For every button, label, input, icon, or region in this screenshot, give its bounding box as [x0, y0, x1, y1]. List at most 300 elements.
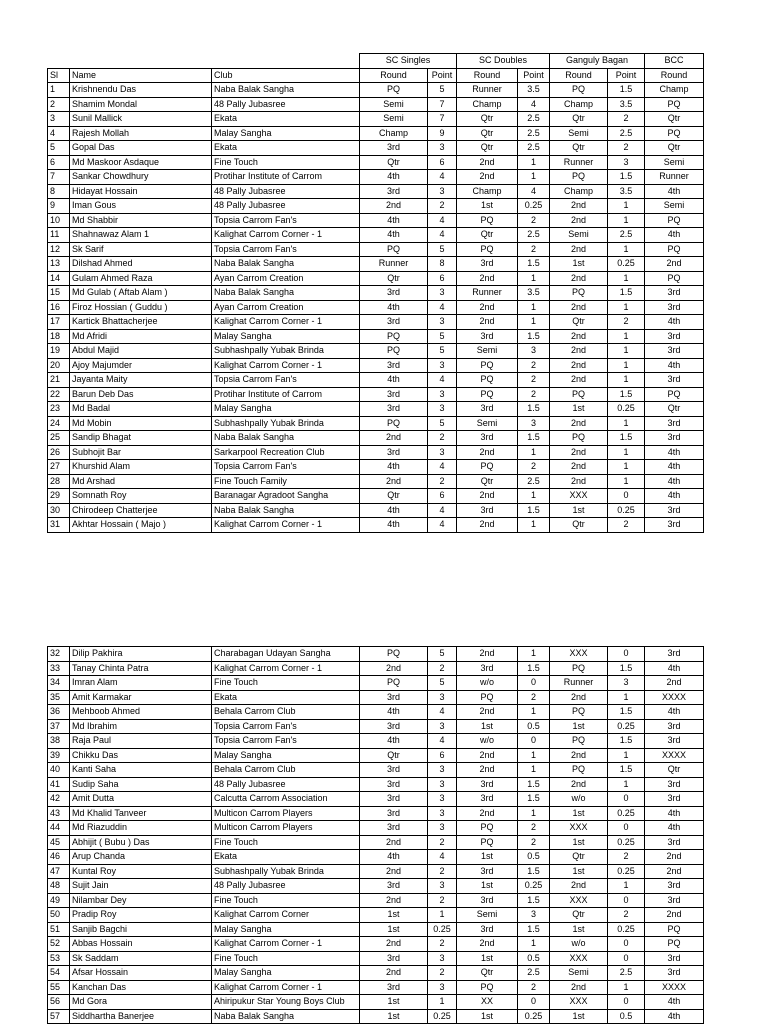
cell-sc-doubles-point: 1 — [518, 271, 550, 286]
cell-ganguly-bagan-point: 1.5 — [608, 705, 645, 720]
group-sc-singles: SC Singles — [360, 54, 457, 69]
cell-club: Ahiripukur Star Young Boys Club — [212, 995, 360, 1010]
cell-sc-singles-round: 4th — [360, 300, 428, 315]
cell-club: Malay Sangha — [212, 329, 360, 344]
cell-bcc-round: Semi — [645, 155, 704, 170]
cell-sl: 52 — [48, 937, 70, 952]
cell-sc-singles-round: 3rd — [360, 286, 428, 301]
cell-name: Sk Sarif — [70, 242, 212, 257]
cell-sc-singles-round: 2nd — [360, 431, 428, 446]
cell-ganguly-bagan-point: 2 — [608, 850, 645, 865]
cell-ganguly-bagan-point: 2.5 — [608, 126, 645, 141]
cell-sc-singles-point: 6 — [428, 155, 457, 170]
cell-bcc-round: 4th — [645, 184, 704, 199]
cell-sc-doubles-round: XX — [457, 995, 518, 1010]
table-row — [48, 170, 704, 185]
cell-club: 48 Pally Jubasree — [212, 184, 360, 199]
cell-sc-singles-point: 4 — [428, 213, 457, 228]
table-row — [48, 228, 704, 243]
cell-sc-doubles-point: 2.5 — [518, 228, 550, 243]
cell-name: Sujit Jain — [70, 879, 212, 894]
cell-sc-singles-round: 3rd — [360, 315, 428, 330]
cell-ganguly-bagan-round: Semi — [550, 126, 608, 141]
cell-ganguly-bagan-point: 2 — [608, 315, 645, 330]
cell-club: Topsia Carrom Fan's — [212, 719, 360, 734]
cell-sc-singles-round: 3rd — [360, 184, 428, 199]
cell-sc-singles-round: 3rd — [360, 879, 428, 894]
cell-bcc-round: 4th — [645, 821, 704, 836]
cell-bcc-round: XXXX — [645, 980, 704, 995]
cell-ganguly-bagan-point: 0.25 — [608, 503, 645, 518]
cell-sc-singles-point: 3 — [428, 286, 457, 301]
cell-bcc-round: 4th — [645, 806, 704, 821]
cell-ganguly-bagan-point: 2.5 — [608, 228, 645, 243]
cell-sl: 25 — [48, 431, 70, 446]
cell-ganguly-bagan-round: Qtr — [550, 850, 608, 865]
cell-name: Abdul Majid — [70, 344, 212, 359]
cell-ganguly-bagan-point: 2.5 — [608, 966, 645, 981]
cell-sl: 9 — [48, 199, 70, 214]
cell-name: Kanti Saha — [70, 763, 212, 778]
cell-sc-singles-point: 3 — [428, 879, 457, 894]
cell-bcc-round: 3rd — [645, 416, 704, 431]
cell-sl: 10 — [48, 213, 70, 228]
cell-ganguly-bagan-round: w/o — [550, 937, 608, 952]
cell-sl: 12 — [48, 242, 70, 257]
cell-bcc-round: 3rd — [645, 966, 704, 981]
cell-sc-doubles-round: Qtr — [457, 228, 518, 243]
cell-sl: 7 — [48, 170, 70, 185]
table-row — [48, 257, 704, 272]
header-ganguly-bagan-round: Round — [550, 68, 608, 83]
cell-sl: 14 — [48, 271, 70, 286]
cell-sc-singles-round: Qtr — [360, 155, 428, 170]
cell-sc-doubles-round: Runner — [457, 83, 518, 98]
cell-club: Naba Balak Sangha — [212, 286, 360, 301]
cell-sc-doubles-point: 2 — [518, 242, 550, 257]
header-club: Club — [212, 68, 360, 83]
table-row — [48, 734, 704, 749]
cell-name: Gulam Ahmed Raza — [70, 271, 212, 286]
cell-bcc-round: 3rd — [645, 879, 704, 894]
table-row — [48, 416, 704, 431]
cell-name: Iman Gous — [70, 199, 212, 214]
cell-ganguly-bagan-round: Runner — [550, 155, 608, 170]
cell-sc-singles-point: 4 — [428, 373, 457, 388]
cell-sl: 4 — [48, 126, 70, 141]
cell-sc-doubles-round: PQ — [457, 358, 518, 373]
cell-sl: 11 — [48, 228, 70, 243]
cell-ganguly-bagan-round: 2nd — [550, 474, 608, 489]
cell-sc-singles-round: 3rd — [360, 792, 428, 807]
cell-ganguly-bagan-point: 1 — [608, 271, 645, 286]
table-row — [48, 300, 704, 315]
cell-ganguly-bagan-round: 2nd — [550, 344, 608, 359]
cell-sc-doubles-round: 1st — [457, 850, 518, 865]
table-row — [48, 879, 704, 894]
cell-sl: 44 — [48, 821, 70, 836]
cell-bcc-round: 4th — [645, 661, 704, 676]
cell-name: Md Arshad — [70, 474, 212, 489]
cell-ganguly-bagan-round: 2nd — [550, 690, 608, 705]
cell-sc-doubles-round: PQ — [457, 821, 518, 836]
cell-name: Pradip Roy — [70, 908, 212, 923]
cell-ganguly-bagan-round: PQ — [550, 431, 608, 446]
cell-name: Abhijit ( Bubu ) Das — [70, 835, 212, 850]
cell-name: Md Badal — [70, 402, 212, 417]
cell-ganguly-bagan-point: 1 — [608, 445, 645, 460]
cell-sc-singles-round: 3rd — [360, 402, 428, 417]
cell-ganguly-bagan-round: 2nd — [550, 748, 608, 763]
cell-ganguly-bagan-point: 1 — [608, 474, 645, 489]
cell-sc-singles-point: 7 — [428, 112, 457, 127]
cell-sl: 50 — [48, 908, 70, 923]
cell-sl: 19 — [48, 344, 70, 359]
cell-sc-doubles-point: 0 — [518, 734, 550, 749]
cell-ganguly-bagan-point: 3 — [608, 155, 645, 170]
cell-bcc-round: PQ — [645, 97, 704, 112]
cell-sc-doubles-round: 3rd — [457, 329, 518, 344]
cell-club: Fine Touch — [212, 893, 360, 908]
cell-sc-doubles-point: 2 — [518, 213, 550, 228]
header-sc-singles-point: Point — [428, 68, 457, 83]
cell-ganguly-bagan-point: 1.5 — [608, 763, 645, 778]
cell-ganguly-bagan-round: Qtr — [550, 112, 608, 127]
cell-club: Fine Touch — [212, 951, 360, 966]
cell-sc-singles-round: 3rd — [360, 387, 428, 402]
cell-ganguly-bagan-round: Qtr — [550, 518, 608, 533]
cell-ganguly-bagan-round: 1st — [550, 922, 608, 937]
cell-club: Naba Balak Sangha — [212, 83, 360, 98]
cell-ganguly-bagan-point: 1 — [608, 980, 645, 995]
cell-club: Fine Touch — [212, 676, 360, 691]
cell-sc-doubles-point: 1 — [518, 300, 550, 315]
cell-sc-doubles-point: 2 — [518, 835, 550, 850]
cell-ganguly-bagan-round: 1st — [550, 402, 608, 417]
cell-club: Malay Sangha — [212, 402, 360, 417]
cell-bcc-round: 4th — [645, 460, 704, 475]
cell-sc-doubles-round: PQ — [457, 387, 518, 402]
cell-sl: 21 — [48, 373, 70, 388]
cell-name: Raja Paul — [70, 734, 212, 749]
cell-sl: 41 — [48, 777, 70, 792]
cell-club: Malay Sangha — [212, 126, 360, 141]
cell-ganguly-bagan-round: 2nd — [550, 329, 608, 344]
cell-bcc-round: 3rd — [645, 893, 704, 908]
cell-sl: 20 — [48, 358, 70, 373]
cell-name: Sandip Bhagat — [70, 431, 212, 446]
cell-name: Amit Karmakar — [70, 690, 212, 705]
header-sc-doubles-round: Round — [457, 68, 518, 83]
header-sc-singles-round: Round — [360, 68, 428, 83]
cell-sc-doubles-point: 3.5 — [518, 83, 550, 98]
cell-ganguly-bagan-round: Champ — [550, 97, 608, 112]
cell-sl: 55 — [48, 980, 70, 995]
cell-name: Akhtar Hossain ( Majo ) — [70, 518, 212, 533]
cell-bcc-round: Semi — [645, 199, 704, 214]
cell-ganguly-bagan-point: 0.25 — [608, 835, 645, 850]
cell-name: Dilip Pakhira — [70, 647, 212, 662]
cell-sc-singles-round: 2nd — [360, 835, 428, 850]
cell-sc-doubles-point: 0 — [518, 676, 550, 691]
cell-ganguly-bagan-round: XXX — [550, 995, 608, 1010]
cell-ganguly-bagan-point: 0.25 — [608, 806, 645, 821]
cell-sl: 30 — [48, 503, 70, 518]
cell-sc-doubles-point: 0.5 — [518, 951, 550, 966]
table-row — [48, 387, 704, 402]
cell-bcc-round: 2nd — [645, 676, 704, 691]
cell-sc-doubles-point: 0.5 — [518, 719, 550, 734]
cell-bcc-round: 3rd — [645, 300, 704, 315]
cell-name: Sanjib Bagchi — [70, 922, 212, 937]
table-row — [48, 97, 704, 112]
cell-club: Topsia Carrom Fan's — [212, 734, 360, 749]
cell-bcc-round: XXXX — [645, 748, 704, 763]
cell-sl: 36 — [48, 705, 70, 720]
cell-club: Ekata — [212, 112, 360, 127]
cell-sc-doubles-point: 1.5 — [518, 893, 550, 908]
cell-club: Ekata — [212, 850, 360, 865]
cell-sl: 1 — [48, 83, 70, 98]
cell-sc-singles-round: 3rd — [360, 777, 428, 792]
cell-sc-doubles-round: 2nd — [457, 170, 518, 185]
cell-sc-doubles-round: PQ — [457, 690, 518, 705]
cell-name: Md Ibrahim — [70, 719, 212, 734]
cell-sc-singles-point: 3 — [428, 402, 457, 417]
cell-ganguly-bagan-round: 2nd — [550, 460, 608, 475]
cell-ganguly-bagan-point: 1 — [608, 213, 645, 228]
cell-sc-doubles-point: 3 — [518, 416, 550, 431]
cell-sl: 34 — [48, 676, 70, 691]
cell-sc-doubles-point: 1.5 — [518, 792, 550, 807]
cell-sc-doubles-round: 2nd — [457, 489, 518, 504]
cell-bcc-round: Qtr — [645, 112, 704, 127]
cell-ganguly-bagan-point: 3 — [608, 676, 645, 691]
cell-sc-doubles-point: 1 — [518, 705, 550, 720]
cell-sl: 54 — [48, 966, 70, 981]
cell-ganguly-bagan-round: XXX — [550, 951, 608, 966]
cell-bcc-round: 3rd — [645, 719, 704, 734]
cell-sc-singles-round: 3rd — [360, 358, 428, 373]
table-row — [48, 141, 704, 156]
cell-sc-singles-point: 3 — [428, 951, 457, 966]
cell-sl: 2 — [48, 97, 70, 112]
cell-sc-singles-point: 1 — [428, 995, 457, 1010]
blank-cell — [70, 54, 212, 69]
cell-sc-doubles-round: 2nd — [457, 937, 518, 952]
cell-sl: 56 — [48, 995, 70, 1010]
cell-club: Kalighat Carrom Corner - 1 — [212, 518, 360, 533]
cell-sc-doubles-round: 2nd — [457, 806, 518, 821]
cell-sl: 15 — [48, 286, 70, 301]
cell-club: Kalighat Carrom Corner - 1 — [212, 937, 360, 952]
cell-sc-singles-point: 2 — [428, 893, 457, 908]
table-row — [48, 777, 704, 792]
cell-sc-singles-round: Semi — [360, 112, 428, 127]
cell-name: Jayanta Maity — [70, 373, 212, 388]
cell-sc-doubles-round: 2nd — [457, 155, 518, 170]
cell-sc-singles-round: 1st — [360, 922, 428, 937]
cell-sc-doubles-round: PQ — [457, 460, 518, 475]
cell-sc-doubles-round: Champ — [457, 184, 518, 199]
table-row — [48, 431, 704, 446]
cell-sc-singles-round: 2nd — [360, 661, 428, 676]
cell-ganguly-bagan-round: w/o — [550, 792, 608, 807]
table-row — [48, 661, 704, 676]
cell-ganguly-bagan-point: 0.25 — [608, 864, 645, 879]
cell-sc-singles-point: 3 — [428, 980, 457, 995]
cell-sc-singles-round: 2nd — [360, 864, 428, 879]
cell-club: 48 Pally Jubasree — [212, 97, 360, 112]
cell-sc-singles-round: 1st — [360, 995, 428, 1010]
cell-ganguly-bagan-point: 3.5 — [608, 184, 645, 199]
cell-sc-doubles-point: 1.5 — [518, 777, 550, 792]
cell-ganguly-bagan-point: 0 — [608, 995, 645, 1010]
cell-sc-singles-point: 3 — [428, 821, 457, 836]
cell-sc-doubles-point: 1.5 — [518, 503, 550, 518]
cell-sc-singles-round: 3rd — [360, 806, 428, 821]
cell-sc-singles-point: 3 — [428, 445, 457, 460]
cell-sc-doubles-point: 1 — [518, 155, 550, 170]
cell-sl: 8 — [48, 184, 70, 199]
cell-sc-doubles-round: 2nd — [457, 705, 518, 720]
cell-sc-singles-round: 4th — [360, 228, 428, 243]
cell-bcc-round: 3rd — [645, 373, 704, 388]
cell-club: Ekata — [212, 690, 360, 705]
cell-sc-singles-point: 2 — [428, 835, 457, 850]
cell-sl: 22 — [48, 387, 70, 402]
cell-name: Md Mobin — [70, 416, 212, 431]
cell-name: Somnath Roy — [70, 489, 212, 504]
cell-sc-singles-round: 3rd — [360, 763, 428, 778]
header-sl: Sl — [48, 68, 70, 83]
cell-club: Kalighat Carrom Corner — [212, 908, 360, 923]
cell-sc-singles-point: 3 — [428, 806, 457, 821]
cell-sc-doubles-point: 2.5 — [518, 141, 550, 156]
table-row — [48, 213, 704, 228]
cell-ganguly-bagan-point: 1 — [608, 777, 645, 792]
cell-sc-doubles-round: Qtr — [457, 966, 518, 981]
cell-sc-doubles-round: 3rd — [457, 893, 518, 908]
group-ganguly-bagan: Ganguly Bagan — [550, 54, 645, 69]
cell-sc-doubles-point: 1 — [518, 489, 550, 504]
cell-sc-doubles-round: Semi — [457, 416, 518, 431]
cell-sl: 48 — [48, 879, 70, 894]
cell-name: Krishnendu Das — [70, 83, 212, 98]
table-row — [48, 951, 704, 966]
cell-sc-doubles-point: 1 — [518, 937, 550, 952]
cell-ganguly-bagan-round: PQ — [550, 387, 608, 402]
cell-club: Topsia Carrom Fan's — [212, 242, 360, 257]
cell-ganguly-bagan-point: 0 — [608, 937, 645, 952]
cell-name: Kartick Bhattacherjee — [70, 315, 212, 330]
cell-name: Md Gulab ( Aftab Alam ) — [70, 286, 212, 301]
table-row — [48, 83, 704, 98]
table-row — [48, 690, 704, 705]
group-header-row — [48, 54, 704, 69]
cell-club: Multicon Carrom Players — [212, 806, 360, 821]
table-row — [48, 155, 704, 170]
cell-sc-singles-round: 3rd — [360, 951, 428, 966]
cell-bcc-round: 3rd — [645, 792, 704, 807]
cell-sc-singles-point: 2 — [428, 199, 457, 214]
cell-sl: 38 — [48, 734, 70, 749]
cell-sc-singles-point: 3 — [428, 690, 457, 705]
blank-cell — [212, 54, 360, 69]
cell-ganguly-bagan-point: 1 — [608, 344, 645, 359]
cell-sl: 31 — [48, 518, 70, 533]
cell-name: Sankar Chowdhury — [70, 170, 212, 185]
cell-club: Subhashpally Yubak Brinda — [212, 864, 360, 879]
cell-sc-singles-point: 2 — [428, 661, 457, 676]
cell-sc-singles-point: 5 — [428, 344, 457, 359]
cell-sc-doubles-point: 2.5 — [518, 474, 550, 489]
cell-name: Md Afridi — [70, 329, 212, 344]
cell-ganguly-bagan-round: 2nd — [550, 271, 608, 286]
cell-club: Baranagar Agradoot Sangha — [212, 489, 360, 504]
column-header-row — [48, 68, 704, 83]
cell-sl: 28 — [48, 474, 70, 489]
table-row — [48, 373, 704, 388]
cell-ganguly-bagan-round: XXX — [550, 821, 608, 836]
cell-name: Sunil Mallick — [70, 112, 212, 127]
cell-club: 48 Pally Jubasree — [212, 199, 360, 214]
cell-sc-singles-round: PQ — [360, 344, 428, 359]
cell-sc-singles-round: PQ — [360, 329, 428, 344]
cell-sc-singles-round: PQ — [360, 416, 428, 431]
cell-sc-singles-round: Runner — [360, 257, 428, 272]
cell-sc-doubles-round: Qtr — [457, 126, 518, 141]
cell-ganguly-bagan-point: 0.5 — [608, 1009, 645, 1024]
cell-ganguly-bagan-round: 2nd — [550, 300, 608, 315]
cell-name: Shamim Mondal — [70, 97, 212, 112]
cell-club: Kalighat Carrom Corner - 1 — [212, 228, 360, 243]
table-row — [48, 286, 704, 301]
cell-ganguly-bagan-point: 2 — [608, 908, 645, 923]
cell-name: Hidayat Hossain — [70, 184, 212, 199]
cell-sc-doubles-round: 3rd — [457, 431, 518, 446]
cell-club: Calcutta Carrom Association — [212, 792, 360, 807]
cell-sc-doubles-round: 1st — [457, 879, 518, 894]
cell-sc-doubles-point: 3 — [518, 908, 550, 923]
cell-ganguly-bagan-round: Runner — [550, 676, 608, 691]
cell-bcc-round: 2nd — [645, 864, 704, 879]
cell-name: Gopal Das — [70, 141, 212, 156]
table-row — [48, 676, 704, 691]
cell-sc-doubles-round: 2nd — [457, 647, 518, 662]
cell-sl: 49 — [48, 893, 70, 908]
cell-ganguly-bagan-point: 1.5 — [608, 431, 645, 446]
table-row — [48, 199, 704, 214]
cell-sc-doubles-round: 3rd — [457, 792, 518, 807]
cell-sc-singles-round: 2nd — [360, 893, 428, 908]
cell-name: Md Riazuddin — [70, 821, 212, 836]
cell-sl: 17 — [48, 315, 70, 330]
cell-ganguly-bagan-point: 1 — [608, 199, 645, 214]
table-row — [48, 1009, 704, 1024]
cell-name: Tanay Chinta Patra — [70, 661, 212, 676]
cell-sc-singles-point: 3 — [428, 763, 457, 778]
cell-sc-doubles-point: 2 — [518, 373, 550, 388]
table-row — [48, 460, 704, 475]
table-row — [48, 503, 704, 518]
cell-club: Kalighat Carrom Corner - 1 — [212, 358, 360, 373]
table-row — [48, 647, 704, 662]
cell-ganguly-bagan-round: 2nd — [550, 242, 608, 257]
cell-bcc-round: 4th — [645, 1009, 704, 1024]
cell-club: Sarkarpool Recreation Club — [212, 445, 360, 460]
cell-bcc-round: PQ — [645, 213, 704, 228]
